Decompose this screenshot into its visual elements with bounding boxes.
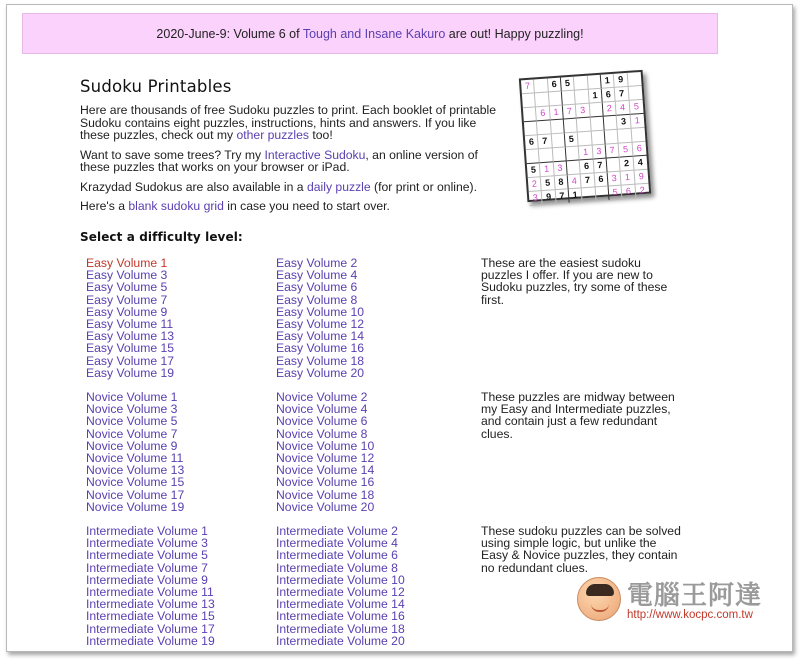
easy-even-column — [276, 257, 364, 379]
sudoku-cell — [566, 146, 580, 161]
novice-volume-link[interactable]: Novice Volume 5 — [86, 414, 178, 429]
sudoku-cell: 6 — [525, 135, 539, 150]
easy-volume-link[interactable]: Easy Volume 13 — [86, 329, 175, 344]
sudoku-cell — [582, 187, 596, 202]
easy-volume-link[interactable]: Easy Volume 7 — [86, 292, 168, 307]
easy-volume-link[interactable]: Easy Volume 1 — [86, 256, 168, 270]
intermediate-volume-link[interactable]: Intermediate Volume 14 — [276, 597, 405, 612]
novice-description: These puzzles are midway between my Easy and Intermediate puzzles, and contain just a few redundant clues. — [481, 390, 675, 441]
novice-volume-link[interactable]: Novice Volume 7 — [86, 426, 178, 441]
intermediate-volume-link[interactable]: Intermediate Volume 5 — [86, 548, 208, 563]
other-puzzles-link[interactable]: other puzzles — [236, 128, 309, 142]
sudoku-cell: 2 — [603, 102, 617, 117]
easy-volume-link[interactable]: Easy Volume 2 — [276, 256, 358, 270]
intermediate-volume-link[interactable]: Intermediate Volume 15 — [86, 609, 215, 624]
intermediate-volume-link[interactable]: Intermediate Volume 8 — [276, 560, 398, 575]
easy-volume-link[interactable]: Easy Volume 17 — [86, 353, 175, 368]
sudoku-cell: 7 — [538, 134, 552, 149]
sudoku-cell — [549, 92, 563, 107]
novice-volume-link[interactable]: Novice Volume 13 — [86, 463, 185, 478]
sudoku-cell — [577, 118, 591, 133]
intro-p1-text: Here are thousands of free Sudoku puzzles to print. Each booklet of printable Sudoku contains eight puzzles, instructions, hints and answers. If you like these puzzles, check out my — [80, 103, 496, 142]
sudoku-cell: 3 — [553, 161, 567, 176]
intermediate-volume-link[interactable]: Intermediate Volume 1 — [86, 524, 208, 538]
intro-p1-end: too! — [308, 128, 333, 142]
sudoku-cell: 1 — [630, 114, 644, 129]
easy-volume-link[interactable]: Easy Volume 12 — [276, 317, 365, 332]
sudoku-cell — [575, 90, 589, 105]
sudoku-cell: 1 — [579, 146, 593, 161]
novice-volume-link[interactable]: Novice Volume 18 — [276, 487, 375, 502]
intro-p2-text: Want to save some trees? Try my — [80, 147, 265, 162]
sudoku-cell — [628, 86, 642, 101]
easy-volume-link[interactable]: Easy Volume 14 — [276, 329, 365, 344]
sudoku-cell: 1 — [588, 89, 602, 104]
sudoku-cell: 7 — [615, 87, 629, 102]
sudoku-cell — [567, 160, 581, 175]
easy-description: These are the easiest sudoku puzzles I offer. If you are new to Sudoku puzzles, try some of these first. — [481, 256, 668, 307]
intermediate-volume-link[interactable]: Intermediate Volume 18 — [276, 621, 405, 636]
intro-p3-text: Krazydad Sudokus are also available in a — [80, 179, 307, 194]
sudoku-cell: 5 — [527, 163, 541, 178]
easy-volume-link[interactable]: Easy Volume 20 — [276, 365, 365, 380]
novice-volume-link[interactable]: Novice Volume 14 — [276, 463, 375, 478]
banner-suffix: are out! Happy puzzling! — [445, 27, 584, 41]
sudoku-cell: 7 — [581, 173, 595, 188]
sudoku-cell — [526, 149, 540, 164]
sudoku-cell — [534, 78, 548, 93]
sudoku-cell — [607, 158, 621, 173]
sudoku-cell: 6 — [580, 159, 594, 174]
intermediate-volume-link[interactable]: Intermediate Volume 16 — [276, 609, 405, 624]
difficulty-heading: Select a difficulty level: — [80, 230, 243, 244]
page-frame — [6, 4, 793, 652]
announcement-banner — [22, 13, 718, 54]
sudoku-cell — [552, 147, 566, 162]
intermediate-odd-column — [86, 525, 215, 647]
sudoku-cell: 2 — [635, 184, 649, 199]
sudoku-cell: 6 — [548, 78, 562, 93]
sudoku-cell: 9 — [542, 190, 556, 205]
easy-volume-link[interactable]: Easy Volume 10 — [276, 304, 365, 319]
sudoku-preview-cells — [521, 72, 649, 203]
sudoku-cell — [564, 119, 578, 134]
sudoku-cell — [524, 121, 538, 136]
sudoku-cell — [551, 133, 565, 148]
interactive-sudoku-link[interactable]: Interactive Sudoku — [264, 147, 366, 162]
sudoku-cell: 5 — [609, 186, 623, 201]
sudoku-cell: 5 — [619, 143, 633, 158]
sudoku-cell — [578, 132, 592, 147]
intermediate-volume-link[interactable]: Intermediate Volume 10 — [276, 572, 405, 587]
sudoku-cell: 7 — [593, 159, 607, 174]
sudoku-cell: 6 — [622, 185, 636, 200]
novice-volume-link[interactable]: Novice Volume 4 — [276, 402, 368, 417]
sudoku-cell: 4 — [568, 174, 582, 189]
easy-volume-link[interactable]: Easy Volume 3 — [86, 268, 168, 283]
sudoku-cell — [539, 148, 553, 163]
intro-p2-end: , an online version of these puzzles that works on your browser or iPad. — [80, 147, 478, 174]
page-title: Sudoku Printables — [80, 77, 232, 96]
sudoku-cell: 6 — [632, 142, 646, 157]
sudoku-cell — [605, 130, 619, 145]
easy-volume-link[interactable]: Easy Volume 9 — [86, 304, 168, 319]
novice-volume-link[interactable]: Novice Volume 11 — [86, 451, 184, 466]
sudoku-cell: 7 — [555, 189, 569, 204]
watermark-title: 電腦王阿達 — [627, 581, 763, 611]
intro-paragraph-3 — [80, 181, 500, 194]
intermediate-volume-link[interactable]: Intermediate Volume 13 — [86, 597, 215, 612]
novice-odd-column — [86, 391, 184, 513]
intermediate-volume-link[interactable]: Intermediate Volume 12 — [276, 585, 405, 600]
sudoku-cell: 7 — [563, 105, 577, 120]
sudoku-cell — [627, 72, 641, 87]
sudoku-cell — [604, 116, 618, 131]
sudoku-cell: 1 — [550, 105, 564, 120]
sudoku-cell: 1 — [540, 162, 554, 177]
novice-volume-link[interactable]: Novice Volume 12 — [276, 451, 375, 466]
sudoku-cell — [589, 103, 603, 118]
sudoku-cell — [618, 129, 632, 144]
easy-volume-link[interactable]: Easy Volume 8 — [276, 292, 358, 307]
intro-paragraph-1 — [80, 104, 500, 142]
kakuro-link[interactable]: Tough and Insane Kakuro — [302, 27, 446, 41]
intermediate-volume-link[interactable]: Intermediate Volume 4 — [276, 536, 398, 551]
sudoku-cell: 6 — [602, 88, 616, 103]
sudoku-cell: 3 — [529, 191, 543, 206]
intro-text — [80, 104, 500, 220]
sudoku-cell: 1 — [569, 188, 583, 203]
sudoku-cell — [574, 76, 588, 91]
site-watermark — [577, 573, 792, 633]
intro-p3-end: (for print or online). — [370, 179, 477, 194]
sudoku-cell: 5 — [541, 176, 555, 191]
sudoku-cell — [537, 120, 551, 135]
sudoku-cell: 1 — [621, 171, 635, 186]
banner-prefix: 2020-June-9: Volume 6 of — [156, 27, 303, 41]
sudoku-cell — [590, 117, 604, 132]
sudoku-cell: 3 — [617, 115, 631, 130]
novice-volume-link[interactable]: Novice Volume 17 — [86, 487, 185, 502]
intermediate-volume-link[interactable]: Intermediate Volume 19 — [86, 633, 215, 648]
intermediate-volume-link[interactable]: Intermediate Volume 9 — [86, 572, 208, 587]
sudoku-cell — [631, 128, 645, 143]
easy-volume-link[interactable]: Easy Volume 19 — [86, 365, 175, 380]
intro-paragraph-4 — [80, 200, 500, 213]
novice-volume-link[interactable]: Novice Volume 3 — [86, 402, 178, 417]
intermediate-volume-link[interactable]: Intermediate Volume 7 — [86, 560, 208, 575]
easy-volume-link[interactable]: Easy Volume 15 — [86, 341, 175, 356]
sudoku-cell: 5 — [565, 132, 579, 147]
sudoku-cell: 3 — [608, 172, 622, 187]
easy-volume-link[interactable]: Easy Volume 5 — [86, 280, 168, 295]
watermark-url: http://www.kocpc.com.tw — [627, 609, 753, 621]
easy-odd-column — [86, 257, 174, 379]
novice-volume-link[interactable]: Novice Volume 6 — [276, 414, 368, 429]
novice-volume-link[interactable]: Novice Volume 9 — [86, 438, 178, 453]
novice-volume-link[interactable]: Novice Volume 20 — [276, 499, 375, 514]
sudoku-cell: 9 — [614, 73, 628, 88]
sudoku-cell: 4 — [616, 101, 630, 116]
sudoku-cell: 3 — [576, 104, 590, 119]
sudoku-cell — [523, 107, 537, 122]
novice-volume-link[interactable]: Novice Volume 1 — [86, 390, 178, 404]
intermediate-volume-link[interactable]: Intermediate Volume 3 — [86, 536, 208, 551]
sudoku-cell: 4 — [633, 156, 647, 171]
novice-volume-link[interactable]: Novice Volume 10 — [276, 438, 375, 453]
sudoku-cell: 7 — [606, 144, 620, 159]
intermediate-even-column — [276, 525, 405, 647]
sudoku-cell — [591, 131, 605, 146]
intermediate-description: These sudoku puzzles can be solved using simple logic, but unlike the Easy & Novice puzzles, they contain no redundant clues. — [481, 524, 681, 575]
sudoku-cell: 2 — [620, 157, 634, 172]
easy-volume-link[interactable]: Easy Volume 18 — [276, 353, 365, 368]
daily-puzzle-link[interactable]: daily puzzle — [306, 179, 371, 194]
sudoku-cell: 5 — [629, 100, 643, 115]
blank-grid-link[interactable]: blank sudoku grid — [128, 199, 224, 213]
novice-volume-link[interactable]: Novice Volume 8 — [276, 426, 368, 441]
sudoku-preview-image — [519, 70, 651, 202]
sudoku-cell: 1 — [601, 74, 615, 89]
intermediate-volume-link[interactable]: Intermediate Volume 2 — [276, 524, 398, 538]
sudoku-cell — [587, 75, 601, 90]
sudoku-cell — [562, 91, 576, 106]
sudoku-cell: 5 — [561, 77, 575, 92]
easy-volume-link[interactable]: Easy Volume 6 — [276, 280, 358, 295]
intro-paragraph-2 — [80, 149, 500, 174]
sudoku-cell: 7 — [521, 79, 535, 94]
sudoku-cell — [595, 186, 609, 201]
novice-volume-link[interactable]: Novice Volume 2 — [276, 390, 368, 404]
mascot-face-icon — [577, 577, 621, 621]
sudoku-cell: 9 — [634, 170, 648, 185]
intermediate-volume-link[interactable]: Intermediate Volume 11 — [86, 585, 214, 600]
intermediate-volume-link[interactable]: Intermediate Volume 20 — [276, 633, 405, 648]
easy-volume-link[interactable]: Easy Volume 4 — [276, 268, 358, 283]
sudoku-cell: 2 — [528, 177, 542, 192]
easy-volume-link[interactable]: Easy Volume 11 — [86, 317, 174, 332]
novice-even-column — [276, 391, 374, 513]
intro-p4-end: in case you need to start over. — [223, 199, 390, 213]
sudoku-cell — [535, 92, 549, 107]
sudoku-cell — [522, 93, 536, 108]
intermediate-volume-link[interactable]: Intermediate Volume 6 — [276, 548, 398, 563]
sudoku-cell: 6 — [536, 106, 550, 121]
sudoku-cell — [550, 119, 564, 134]
intermediate-volume-link[interactable]: Intermediate Volume 17 — [86, 621, 215, 636]
novice-volume-link[interactable]: Novice Volume 15 — [86, 475, 185, 490]
novice-volume-link[interactable]: Novice Volume 19 — [86, 499, 185, 514]
intro-p4-text: Here's a — [80, 199, 129, 213]
sudoku-cell: 3 — [592, 145, 606, 160]
sudoku-cell: 6 — [594, 173, 608, 188]
easy-volume-link[interactable]: Easy Volume 16 — [276, 341, 365, 356]
sudoku-cell: 8 — [554, 175, 568, 190]
novice-volume-link[interactable]: Novice Volume 16 — [276, 475, 375, 490]
